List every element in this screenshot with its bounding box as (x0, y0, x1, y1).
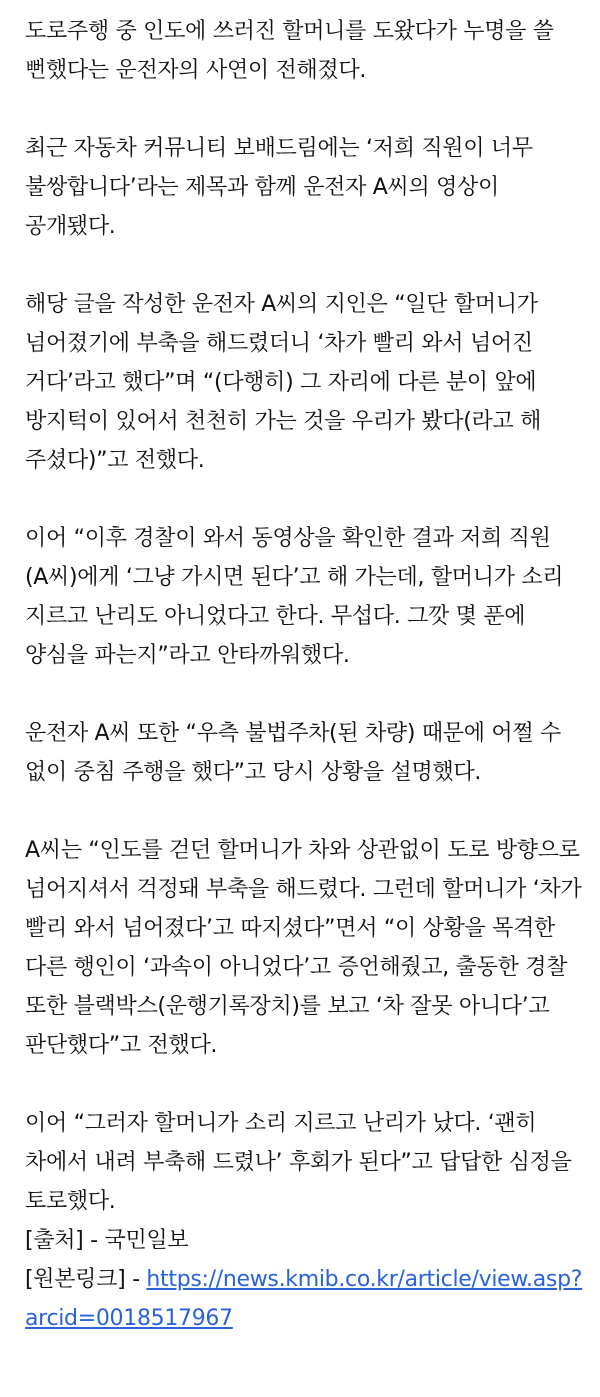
paragraph-1: 도로주행 중 인도에 쓰러진 할머니를 도왔다가 누명을 쓸 뻔했다는 운전자의 사연이 전해졌다. (25, 19, 554, 83)
paragraph-7: 이어 “그러자 할머니가 소리 지르고 난리가 났다. ‘괜히 차에서 내려 부축해 드렸나’ 후회가 된다”고 답답한 심정을 토로했다. (25, 1111, 572, 1214)
source-label: [출처] - 국민일보 (25, 1228, 189, 1253)
source-link[interactable]: https://news.kmib.co.kr/article/view.asp?arcid=0018517967 (25, 1267, 583, 1331)
paragraph-2: 최근 자동차 커뮤니티 보배드림에는 ‘저희 직원이 너무 불쌍합니다’라는 제목과 함께 운전자 A씨의 영상이 공개됐다. (25, 136, 533, 239)
paragraph-3: 해당 글을 작성한 운전자 A씨의 지인은 “일단 할머니가 넘어졌기에 부축을 해드렸더니 ‘차가 빨리 와서 넘어진 거다’라고 했다”며 “(다행히) 그 자리에 다른 분이 앞에 방지턱이 있어서 천천히 가는 것을 우리가 봤다(라고 해 주셨다)”고 전했다. (25, 292, 542, 473)
paragraph-6: A씨는 “인도를 걷던 할머니가 차와 상관없이 도로 방향으로 넘어지셔서 걱정돼 부축을 해드렸다. 그런데 할머니가 ‘차가 빨리 와서 넘어졌다’고 따지셨다”면서 “이 상황을 목격한 다른 행인이 ‘과속이 아니었다’고 증언해줬고, 출동한 경찰 또한 블랙박스(운행기록장치)를 보고 ‘차 잘못 아니다’고 판단했다”고 전했다. (25, 838, 582, 1058)
paragraph-5: 운전자 A씨 또한 “우측 불법주차(된 차량) 때문에 어쩔 수 없이 중침 주행을 했다”고 당시 상황을 설명했다. (25, 721, 561, 785)
source-link-line (25, 1260, 584, 1338)
paragraph-4: 이어 “이후 경찰이 와서 동영상을 확인한 결과 저희 직원(A씨)에게 ‘그냥 가시면 된다’고 해 가는데, 할머니가 소리 지르고 난리도 아니었다고 한다. 무섭다. 그깟 몇 푼에 양심을 파는지”라고 안타까워했다. (25, 526, 564, 668)
source-link-label: [원본링크] - (25, 1267, 147, 1292)
